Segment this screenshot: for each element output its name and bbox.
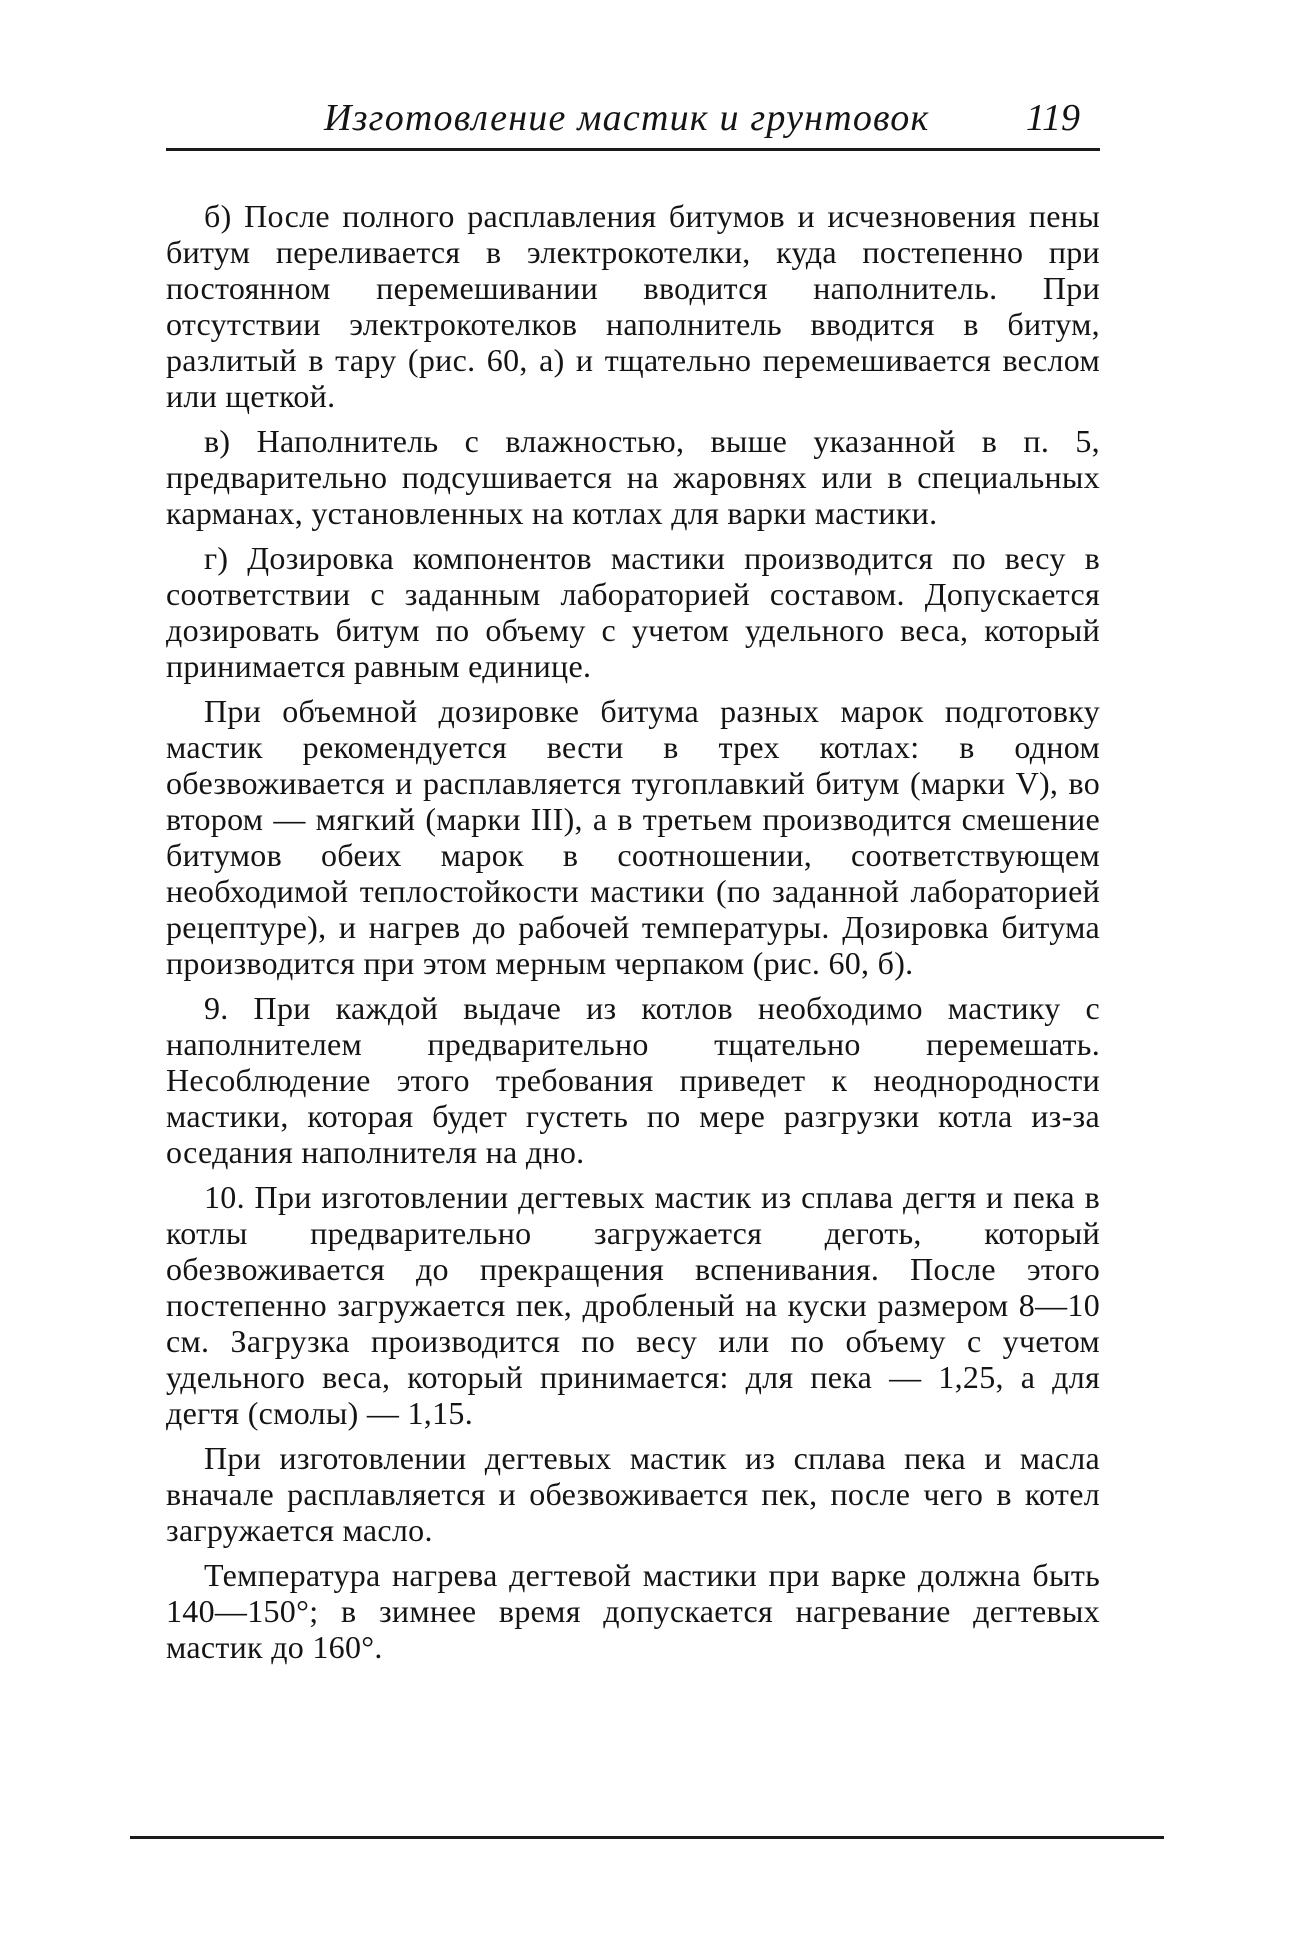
page-number: 119 [1025, 97, 1080, 139]
footer-rule [130, 1836, 1164, 1839]
running-header [166, 92, 1100, 152]
paragraph-volume-dosing: При объемной дозировке битума разных марок подготовку мастик рекомендуется вести в трех котлах: в одном обезвоживается и расплавляется тугоплавкий битум (марки V), во втором — мягкий (марки III), а в третьем производится смешение битумов обеих марок в соотношении, соответствующем необходимой теплостойкости мастики (по заданной лабораторией рецептуре), и нагрев до рабочей температуры. Дозировка битума производится при этом мерным черпаком (рис. 60, б). [166, 693, 1100, 981]
paragraph-pitch-oil: При изготовлении дегтевых мастик из сплава пека и масла вначале расплавляется и обезвоживается пек, после чего в котел загружается масло. [166, 1440, 1100, 1548]
running-header-title: Изготовление мастик и грунтовок [324, 97, 930, 139]
paragraph-item-10: 10. При изготовлении дегтевых мастик из сплава дегтя и пека в котлы предварительно загружается деготь, который обезвоживается до прекращения вспенивания. После этого постепенно загружается пек, дробленый на куски размером 8—10 см. Загрузка производится по весу или по объему с учетом удельного веса, который принимается: для пека — 1,25, а для дегтя (смолы) — 1,15. [166, 1179, 1100, 1431]
header-rule [166, 148, 1100, 151]
body-text [166, 198, 1100, 1674]
paragraph-item-9: 9. При каждой выдаче из котлов необходимо мастику с наполнителем предварительно тщательно перемешать. Несоблюдение этого требования приведет к неоднородности мастики, которая будет густеть по мере разгрузки котла из-за оседания наполнителя на дно. [166, 990, 1100, 1170]
paragraph-temperature: Температура нагрева дегтевой мастики при варке должна быть 140—150°; в зимнее время допускается нагревание дегтевых мастик до 160°. [166, 1557, 1100, 1665]
paragraph-v: в) Наполнитель с влажностью, выше указанной в п. 5, предварительно подсушивается на жаровнях или в специальных карманах, установленных на котлах для варки мастики. [166, 423, 1100, 531]
paragraph-g: г) Дозировка компонентов мастики производится по весу в соответствии с заданным лабораторией составом. Допускается дозировать битум по объему с учетом удельного веса, который принимается равным единице. [166, 540, 1100, 684]
paragraph-b: б) После полного расплавления битумов и исчезновения пены битум переливается в электрокотелки, куда постепенно при постоянном перемешивании вводится наполнитель. При отсутствии электрокотелков наполнитель вводится в битум, разлитый в тару (рис. 60, а) и тщательно перемешивается веслом или щеткой. [166, 198, 1100, 414]
